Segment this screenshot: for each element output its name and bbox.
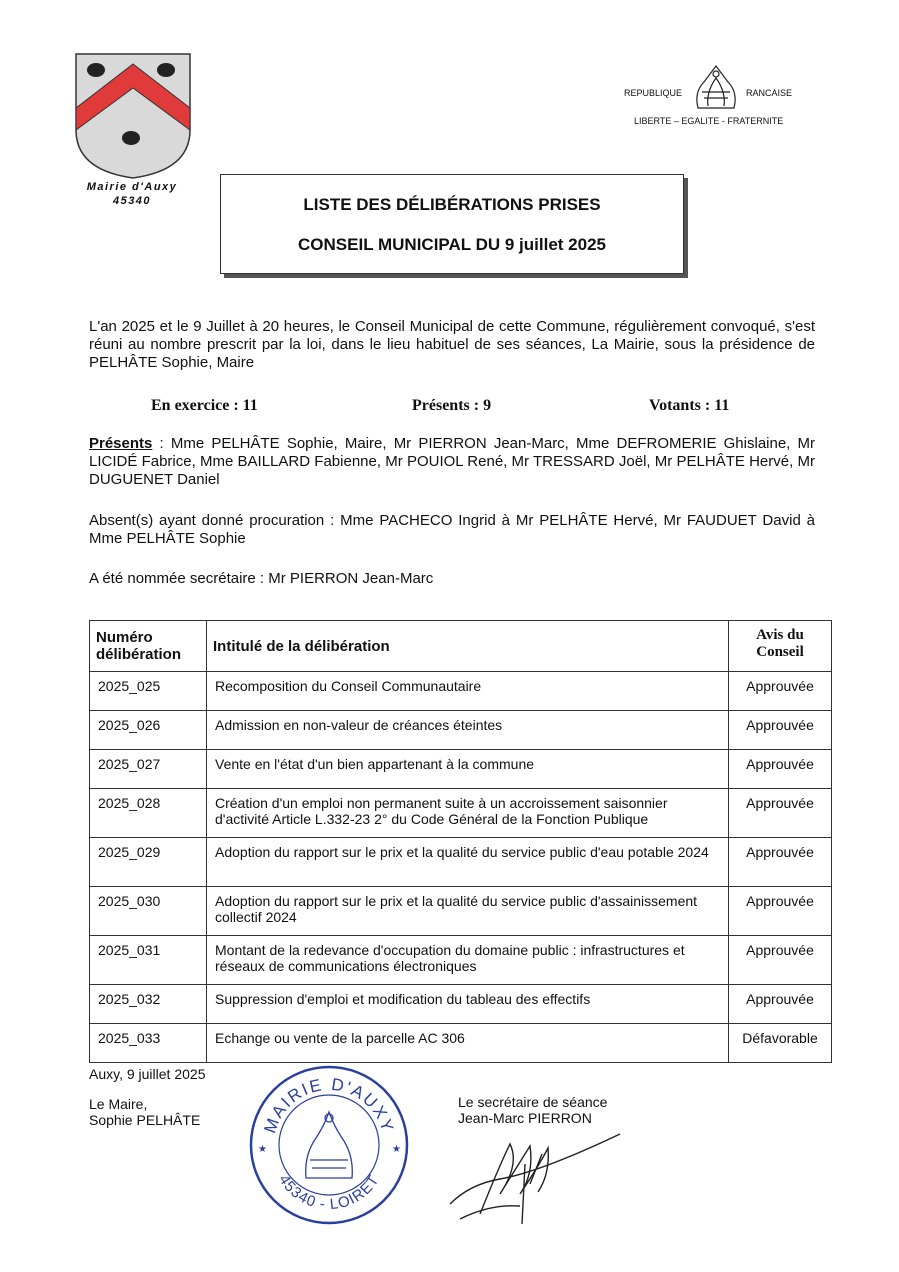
intro-paragraph: L'an 2025 et le 9 Juillet à 20 heures, le Conseil Municipal de cette Commune, régulièrement convoqué, s'est réuni au nombre prescrit par la loi, dans le lieu habituel de ses séances, La Mairie, sous la présidence de PELHÂTE Sophie, Maire	[89, 318, 815, 371]
row-intitule: Recomposition du Conseil Communautaire	[207, 672, 729, 711]
row-avis: Approuvée	[729, 985, 832, 1024]
row-avis: Approuvée	[729, 750, 832, 789]
republique-left: REPUBLIQUE	[624, 88, 683, 98]
mairie-name-text: Mairie d'Auxy	[86, 181, 178, 193]
row-intitule: Adoption du rapport sur le prix et la qualité du service public d'eau potable 2024	[207, 838, 729, 887]
header-numero-line1: Numéro	[96, 629, 153, 646]
table-row	[90, 1024, 832, 1063]
row-avis: Approuvée	[729, 711, 832, 750]
table-row	[90, 887, 832, 936]
count-presents: Présents : 9	[412, 397, 492, 414]
stamp-top-text: MAIRIE D'AUXY	[260, 1074, 398, 1136]
header-avis	[729, 621, 832, 672]
row-numero: 2025_031	[90, 936, 207, 985]
title-line-1: LISTE DES DÉLIBÉRATIONS PRISES	[303, 195, 601, 214]
svg-text:★: ★	[392, 1144, 401, 1155]
row-numero: 2025_030	[90, 887, 207, 936]
header-avis-line2: Conseil	[756, 644, 804, 660]
row-intitule: Suppression d'emploi et modification du tableau des effectifs	[207, 985, 729, 1024]
row-avis: Défavorable	[729, 1024, 832, 1063]
row-intitule: Vente en l'état d'un bien appartenant à la commune	[207, 750, 729, 789]
svg-text:★: ★	[258, 1144, 267, 1155]
row-numero: 2025_026	[90, 711, 207, 750]
header-intitule: Intitulé de la délibération	[207, 621, 729, 672]
row-intitule: Adoption du rapport sur le prix et la qualité du service public d'assainissement collectif 2024	[207, 887, 729, 936]
presents-label: Présents	[89, 435, 153, 452]
row-avis: Approuvée	[729, 838, 832, 887]
maire-block	[89, 1096, 200, 1128]
deliberations-table	[89, 620, 832, 1063]
row-avis: Approuvée	[729, 936, 832, 985]
title-line-2: CONSEIL MUNICIPAL DU 9 juillet 2025	[298, 235, 606, 254]
presents-paragraph	[89, 435, 815, 489]
row-numero: 2025_033	[90, 1024, 207, 1063]
row-intitule: Montant de la redevance d'occupation du domaine public : infrastructures et réseaux de communications électroniques	[207, 936, 729, 985]
presents-text: : Mme PELHÂTE Sophie, Maire, Mr PIERRON Jean-Marc, Mme DEFROMERIE Ghislaine, Mr LICIDÉ Fabrice, Mme BAILLARD Fabienne, Mr POUIOL René, Mr TRESSARD Joël, Mr PELHÂTE Hervé, Mr DUGUENET Daniel	[89, 435, 815, 488]
count-en-exercice: En exercice : 11	[151, 397, 258, 414]
row-avis: Approuvée	[729, 672, 832, 711]
row-numero: 2025_028	[90, 789, 207, 838]
mairie-postcode: 45340	[112, 195, 152, 207]
maire-title: Le Maire,	[89, 1096, 148, 1112]
stamp-bottom-text: 45340 - LOIRET	[275, 1171, 383, 1214]
table-row	[90, 789, 832, 838]
table-row	[90, 985, 832, 1024]
row-numero: 2025_029	[90, 838, 207, 887]
mairie-name	[62, 180, 202, 208]
header-numero	[90, 621, 207, 672]
maire-name: Sophie PELHÂTE	[89, 1112, 201, 1128]
row-numero: 2025_027	[90, 750, 207, 789]
header-numero-line2: délibération	[96, 646, 182, 663]
secretaire-block	[458, 1094, 607, 1126]
table-row	[90, 838, 832, 887]
secretaire-line: A été nommée secrétaire : Mr PIERRON Jean-Marc	[89, 570, 434, 587]
motto: LIBERTE – EGALITE - FRATERNITE	[634, 116, 784, 126]
row-intitule: Echange ou vente de la parcelle AC 306	[207, 1024, 729, 1063]
absents-paragraph: Absent(s) ayant donné procuration : Mme PACHECO Ingrid à Mr PELHÂTE Hervé, Mr FAUDUET David à Mme PELHÂTE Sophie	[89, 512, 815, 547]
table-row	[90, 936, 832, 985]
row-numero: 2025_032	[90, 985, 207, 1024]
row-avis: Approuvée	[729, 789, 832, 838]
table-row	[90, 711, 832, 750]
table-header-row	[90, 621, 832, 672]
row-avis: Approuvée	[729, 887, 832, 936]
row-intitule: Admission en non-valeur de créances éteintes	[207, 711, 729, 750]
official-stamp	[244, 1060, 414, 1235]
secretaire-name: Jean-Marc PIERRON	[458, 1110, 592, 1126]
row-intitule: Création d'un emploi non permanent suite à un accroissement saisonnier d'activité Article L.332-23 2° du Code Général de la Fonction Publique	[207, 789, 729, 838]
republique-right: RANCAISE	[746, 88, 793, 98]
handwritten-signature	[430, 1124, 630, 1239]
header-avis-line1: Avis du	[756, 627, 804, 643]
row-numero: 2025_025	[90, 672, 207, 711]
count-votants: Votants : 11	[649, 397, 730, 414]
title-box	[220, 174, 684, 274]
marianne-emblem	[690, 62, 742, 117]
secretaire-title: Le secrétaire de séance	[458, 1094, 608, 1110]
coat-of-arms	[74, 52, 192, 185]
table-row	[90, 672, 832, 711]
table-row	[90, 750, 832, 789]
place-date: Auxy, 9 juillet 2025	[89, 1066, 206, 1082]
